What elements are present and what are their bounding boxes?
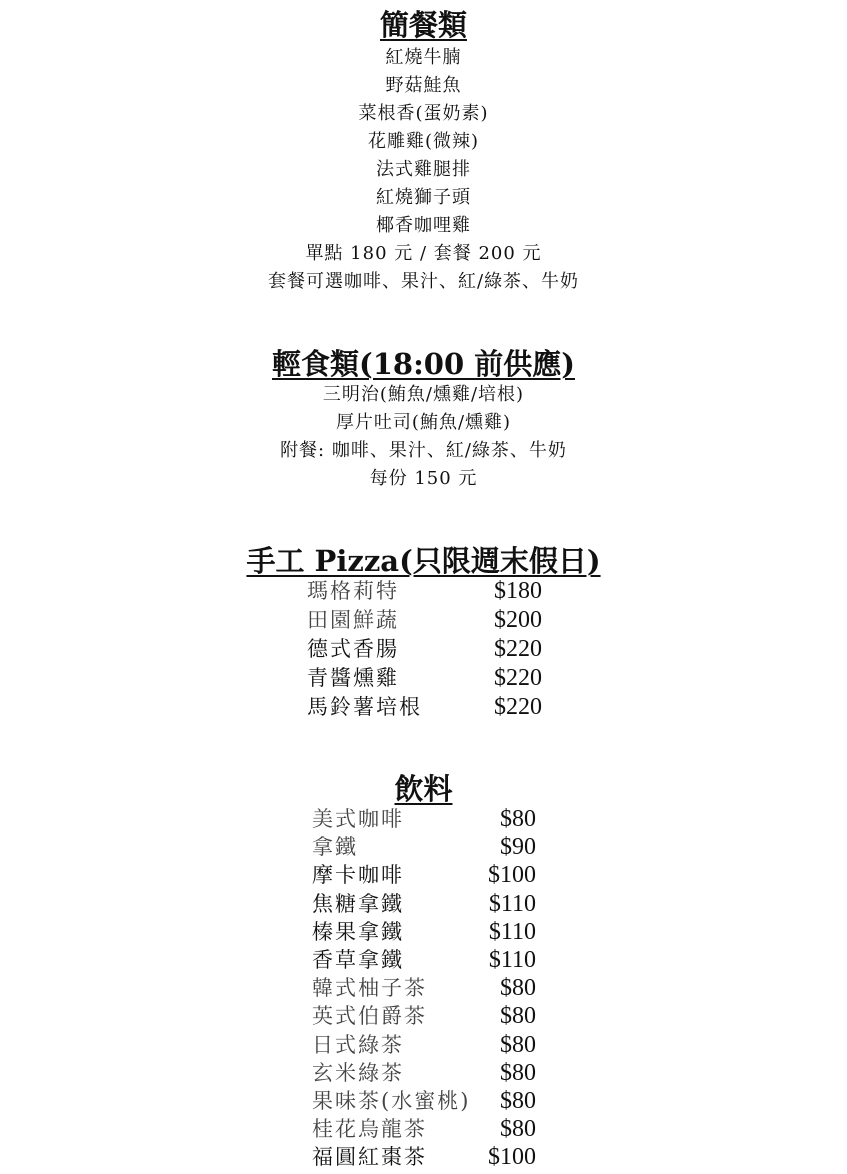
item-name: 青醬燻雞 <box>307 666 399 690</box>
item-name: 韓式柚子茶 <box>312 976 427 1001</box>
item-price: $100 <box>488 1144 536 1171</box>
list-item <box>0 1002 847 1030</box>
list-item <box>0 890 847 918</box>
meals-set-note: 套餐可選咖啡、果汁、紅/綠茶、牛奶 <box>267 271 580 292</box>
light-meals-line: 三明治(鮪魚/燻雞/培根) <box>322 384 525 405</box>
list-item <box>0 805 847 833</box>
item-name: 馬鈴薯培根 <box>307 695 422 719</box>
item-price: $80 <box>500 1003 536 1030</box>
item-name: 榛果拿鐵 <box>312 919 404 944</box>
item-price: $80 <box>500 806 536 832</box>
meals-line: 花雕雞(微辣) <box>367 131 480 152</box>
section-title-light-meals-text: 輕食類(18:00 前供應) <box>272 347 575 381</box>
item-name: 德式香腸 <box>307 637 399 661</box>
section-title-meals <box>0 8 847 42</box>
item-price: $80 <box>500 1031 536 1058</box>
item-price: $110 <box>488 890 536 917</box>
meals-line: 菜根香(蛋奶素) <box>358 103 489 124</box>
section-title-drinks-text: 飲料 <box>394 772 453 806</box>
list-item <box>0 861 847 889</box>
section-title-meals-text: 簡餐類 <box>379 8 467 42</box>
light-meals-price-note: 每份 150 元 <box>369 468 478 489</box>
item-name: 田園鮮蔬 <box>307 608 399 632</box>
light-meals-side-note: 附餐: 咖啡、果汁、紅/綠茶、牛奶 <box>280 440 567 461</box>
section-title-drinks <box>0 772 847 806</box>
item-price: $110 <box>488 918 536 945</box>
item-price: $220 <box>494 665 542 691</box>
item-name: 摩卡咖啡 <box>312 863 404 888</box>
section-title-pizza <box>0 544 847 578</box>
list-item <box>0 664 847 693</box>
drinks-list <box>0 805 847 1171</box>
item-price: $110 <box>488 946 536 973</box>
item-price: $80 <box>500 1087 536 1114</box>
item-name: 瑪格莉特 <box>307 579 399 603</box>
meals-line: 野菇鮭魚 <box>385 75 462 96</box>
item-price: $100 <box>488 862 536 889</box>
item-price: $80 <box>500 1116 536 1143</box>
item-price: $220 <box>494 636 542 662</box>
item-price: $180 <box>494 578 542 604</box>
item-name: 果味茶(水蜜桃) <box>312 1088 471 1113</box>
item-name: 香草拿鐵 <box>312 947 404 972</box>
item-name: 美式咖啡 <box>312 807 404 831</box>
item-price: $200 <box>494 607 542 633</box>
meals-line: 紅燒牛腩 <box>385 47 462 68</box>
list-item <box>0 1031 847 1059</box>
item-name: 英式伯爵茶 <box>312 1004 427 1029</box>
meals-line: 紅燒獅子頭 <box>376 187 471 208</box>
item-name: 玄米綠茶 <box>312 1060 404 1085</box>
list-item <box>0 635 847 664</box>
item-name: 焦糖拿鐵 <box>312 891 404 916</box>
list-item <box>0 918 847 946</box>
light-meals-list <box>0 381 847 493</box>
list-item <box>0 1059 847 1087</box>
item-price: $80 <box>500 975 536 1002</box>
list-item <box>0 1143 847 1171</box>
meals-line: 椰香咖哩雞 <box>376 215 471 236</box>
item-price: $90 <box>500 834 536 861</box>
list-item <box>0 974 847 1002</box>
item-price: $220 <box>494 694 542 720</box>
meals-price-note: 單點 180 元 / 套餐 200 元 <box>305 243 542 264</box>
item-price: $80 <box>500 1059 536 1086</box>
item-name: 拿鐵 <box>312 835 358 860</box>
light-meals-line: 厚片吐司(鮪魚/燻雞) <box>335 412 512 433</box>
item-name: 日式綠茶 <box>312 1032 404 1057</box>
meals-list <box>0 44 847 296</box>
list-item <box>0 1115 847 1143</box>
list-item <box>0 946 847 974</box>
list-item <box>0 1087 847 1115</box>
item-name: 桂花烏龍茶 <box>312 1117 427 1142</box>
list-item <box>0 833 847 861</box>
item-name: 福圓紅棗茶 <box>312 1145 427 1170</box>
section-title-pizza-text: 手工 Pizza(只限週末假日) <box>246 544 601 578</box>
list-item <box>0 693 847 722</box>
list-item <box>0 606 847 635</box>
section-title-light-meals <box>0 347 847 381</box>
meals-line: 法式雞腿排 <box>376 159 471 180</box>
list-item <box>0 577 847 606</box>
pizza-list <box>0 577 847 722</box>
